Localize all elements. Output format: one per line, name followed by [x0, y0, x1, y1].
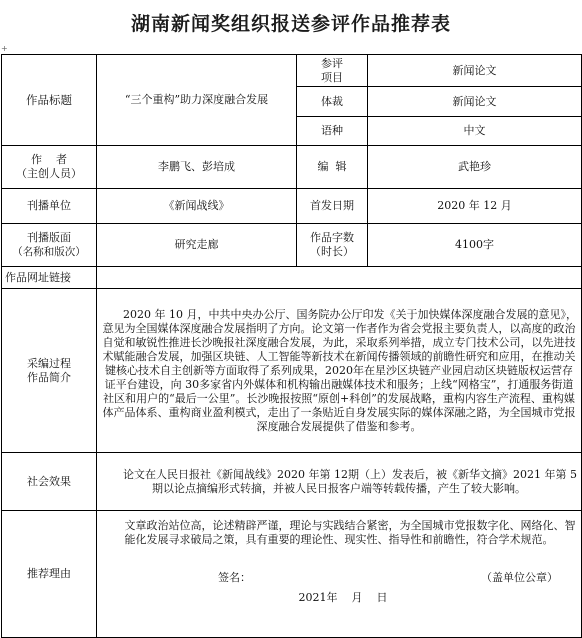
value-entry-item: 新闻论文 [368, 55, 582, 87]
label-author-main: 作 者 [31, 153, 67, 166]
label-publisher: 刊播单位 [2, 189, 97, 224]
value-language: 中文 [368, 117, 582, 146]
value-genre: 新闻论文 [368, 87, 582, 117]
signature-label: 签名： [218, 571, 251, 584]
label-brief: 采编过程 作品简介 [2, 289, 97, 453]
value-brief [97, 289, 582, 453]
label-layout [2, 224, 97, 267]
label-word-count-main: 作品字数 [310, 231, 354, 244]
label-web-link: 作品网址链接 [2, 267, 97, 289]
effect-paragraph: 论文在人民日报社《新闻战线》2020 年第 12期（上）发表后，被《新华文摘》2021 年第 5期以论点摘编形式转摘，并被人民日报客户端等转载传播，产生了较大影响。 [123, 467, 577, 495]
label-entry-item: 参评 项目 [297, 55, 368, 87]
label-layout-main: 刊播版面 [27, 231, 71, 244]
brief-paragraph: 2020 年 10 月，中共中央办公厅、国务院办公厅印发《关于加快媒体深度融合发展的意见》，意见为全国媒体深度融合发展指明了方向。论文第一作者作为省会党报主要负责人，以高度的政治自觉和敏锐性推进长沙晚报社深度融合发展，为此，采取系列举措，成立专门技术公司，以先进技术赋能融合发展，加强区块链、人工智能等新技术在新闻传播领域的前瞻性研究和应用，在推动关键核心技术自主创新等方面取得了系列成果，2020年在星沙区块链产业园启动区块链版权运营存证平台建设，向 30多家省内外媒体和机构输出融媒体技术和服务；上线“网格宝”，打通服务街道社区和用户的“最后一公里”。长沙晚报按照“原创+科创”的发展战略，重构内容生产流程、重构媒体产品体系、重构商业盈利模式，走出了一条贴近自身发展实际的媒体深融之路，为全国城市党报深度融合发展提供了借鉴和参考。 [102, 307, 577, 433]
label-word-count [297, 224, 368, 267]
label-editor: 编 辑 [297, 146, 368, 189]
value-publisher: 《新闻战线》 [97, 189, 297, 224]
label-language: 语种 [297, 117, 368, 146]
label-author [2, 146, 97, 189]
label-first-date: 首发日期 [297, 189, 368, 224]
label-genre: 体裁 [297, 87, 368, 117]
value-reason [97, 511, 582, 638]
recommendation-form [1, 54, 582, 638]
value-web-link[interactable] [97, 267, 582, 289]
seal-label: （盖单位公章） [481, 571, 558, 584]
signature-row [100, 571, 578, 585]
value-work-title: “三个重构”助力深度融合发展 [97, 55, 297, 146]
sign-date: 2021年 月 日 [298, 591, 388, 604]
label-word-count-sub: （时长） [310, 245, 354, 258]
value-effect [97, 453, 582, 511]
label-effect: 社会效果 [2, 453, 97, 511]
value-authors: 李鹏飞、彭培成 [97, 146, 297, 189]
value-editor: 武艳珍 [368, 146, 582, 189]
value-first-date: 2020 年 12 月 [368, 189, 582, 224]
reason-paragraph: 文章政治站位高，论述精辟严谨，理论与实践结合紧密，为全国城市党报数字化、网络化、智能化发展寻求破局之策，具有重要的理论性、现实性、指导性和前瞻性，符合学术规范。 [124, 519, 576, 546]
value-word-count: 4100字 [368, 224, 582, 267]
label-reason: 推荐理由 [2, 511, 97, 638]
value-layout: 研究走廊 [97, 224, 297, 267]
label-work-title: 作品标题 [2, 55, 97, 146]
label-layout-sub: （名称和版次） [12, 246, 86, 258]
label-author-sub: （主创人员） [16, 167, 82, 180]
page-title: 湖南新闻奖组织报送参评作品推荐表 [130, 13, 451, 35]
corner-mark: + [1, 44, 8, 53]
